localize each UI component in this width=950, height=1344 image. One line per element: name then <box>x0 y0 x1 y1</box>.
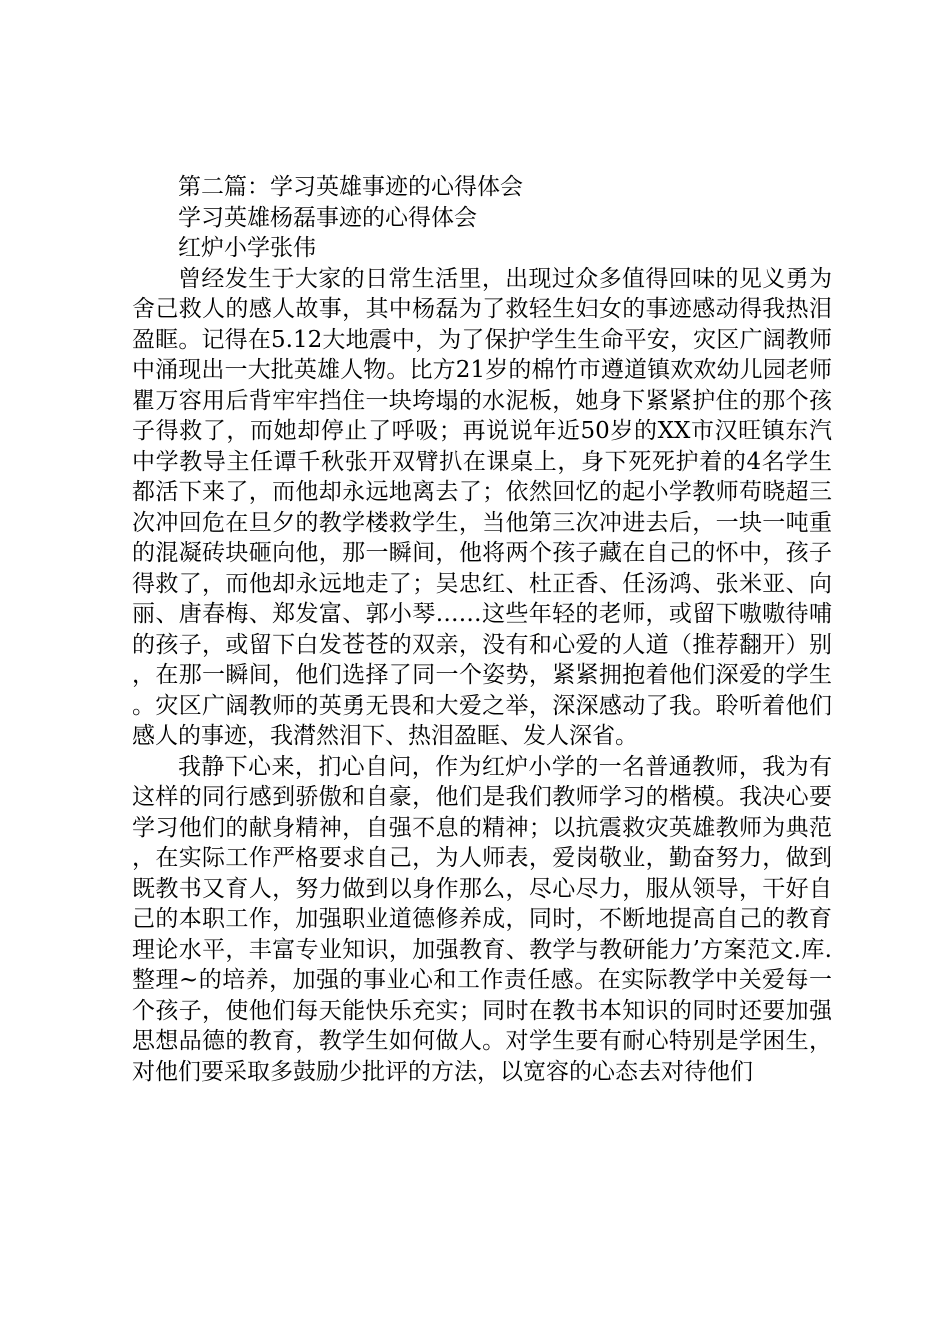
document-body <box>132 172 832 1087</box>
section-heading: 第二篇：学习英雄事迹的心得体会 <box>178 174 523 200</box>
paragraph-1: 曾经发生于大家的日常生活里，出现过众多值得回味的见义勇为舍己救人的感人故事，其中杨磊为了救轻生妇女的事迹感动得我热泪盈眶。记得在5.12大地震中，为了保护学生生命平安，灾区广阔教师中涌现出一大批英雄人物。比方21岁的棉竹市遵道镇欢欢幼儿园老师瞿万容用后背牢牢挡住一块垮塌的水泥板，她身下紧紧护住的那个孩子得救了，而她却停止了呼吸；再说说年近50岁的XX市汉旺镇东汽中学教导主任谭千秋张开双臂扒在课桌上，身下死死护着的4名学生都活下来了，而他却永远地离去了；依然回忆的起小学教师苟晓超三次冲回危在旦夕的教学楼救学生，当他第三次冲进去后，一块一吨重的混凝砖块砸向他，那一瞬间，他将两个孩子藏在自己的怀中，孩子得救了，而他却永远地走了；吴忠红、杜正香、任汤鸿、张米亚、向丽、唐春梅、郑发富、郭小琴……这些年轻的老师，或留下嗷嗷待哺的孩子，或留下白发苍苍的双亲，没有和心爱的人道（推荐翻开）别，在那一瞬间，他们选择了同一个姿势，紧紧拥抱着他们深爱的学生。灾区广阔教师的英勇无畏和大爱之举，深深感动了我。聆听着他们感人的事迹，我潸然泪下、热泪盈眶、发人深省。 <box>132 265 832 749</box>
article-title: 学习英雄杨磊事迹的心得体会 <box>178 204 477 231</box>
author-line: 红炉小学张伟 <box>178 235 316 261</box>
paragraph-2: 我静下心来，扪心自问，作为红炉小学的一名普通教师，我为有这样的同行感到骄傲和自豪，他们是我们教师学习的楷模。我决心要学习他们的献身精神，自强不息的精神；以抗震救灾英雄教师为典范，在实际工作严格要求自己，为人师表，爱岗敬业，勤奋努力，做到既教书又育人，努力做到以身作那么，尽心尽力，服从领导，干好自己的本职工作，加强职业道德修养成，同时，不断地提高自己的教育理论水平，丰富专业知识，加强教育、教学与教研能力’方案范文.库.整理~的培养，加强的事业心和工作责任感。在实际教学中关爱每一个孩子，使他们每天能快乐充实；同时在教书本知识的同时还要加强思想品德的教育，教学生如何做人。对学生要有耐心特别是学困生，对他们要采取多鼓励少批评的方法，以宽容的心态去对待他们 <box>132 753 832 1085</box>
